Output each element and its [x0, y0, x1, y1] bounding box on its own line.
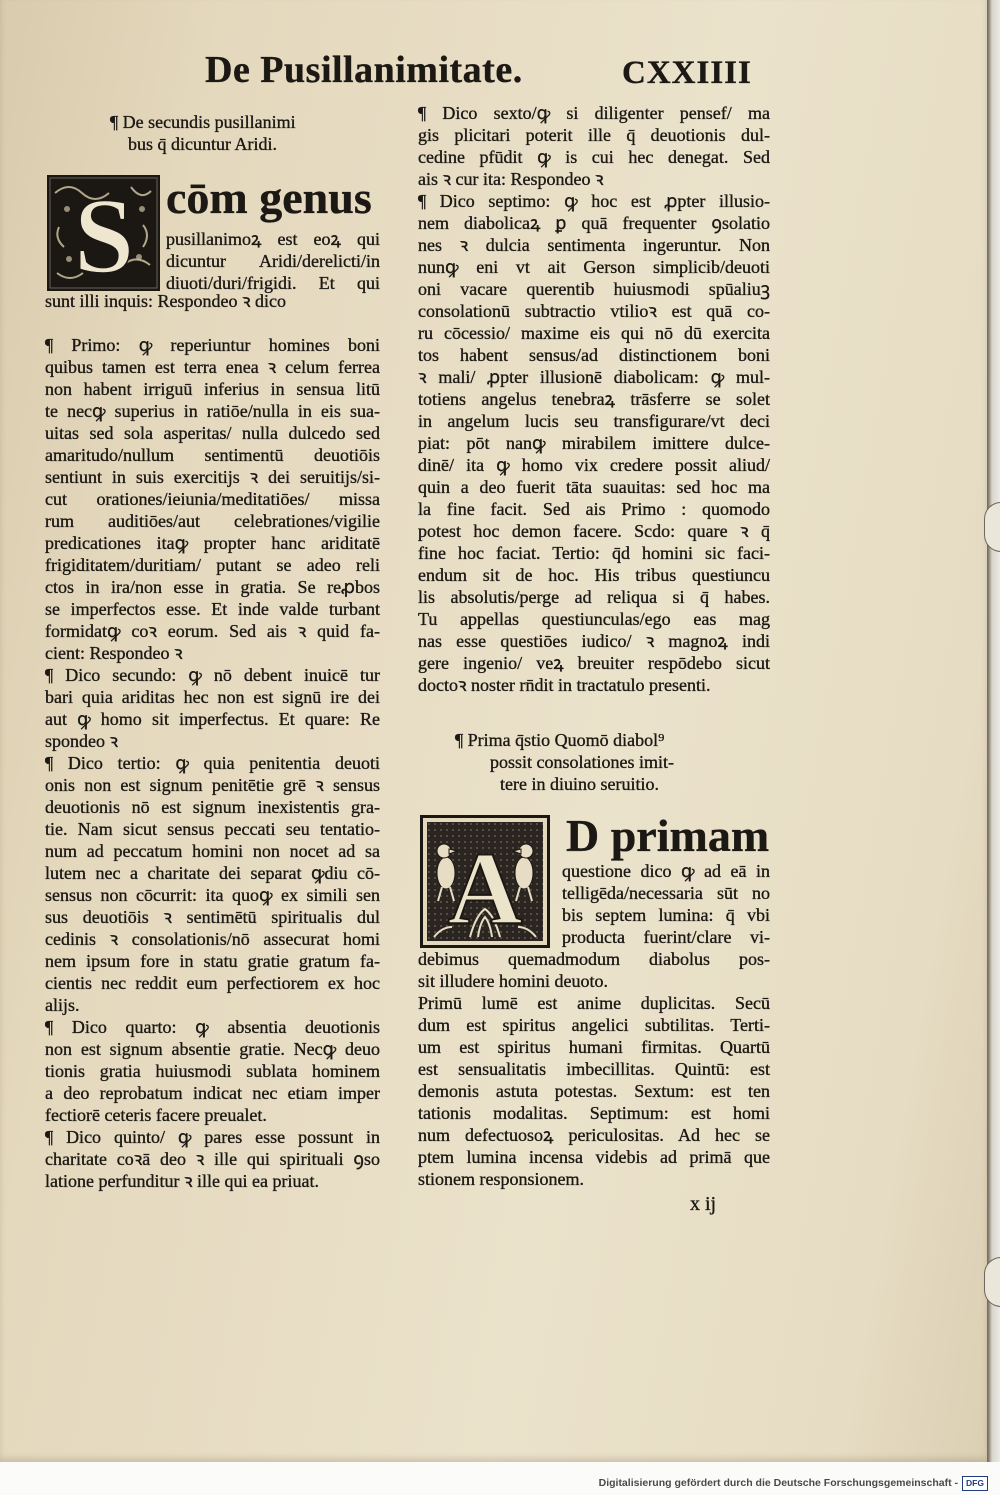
- edge-tab: [984, 1257, 1000, 1307]
- text-line: ptem lumina incensa videbis ad primā que: [418, 1147, 770, 1167]
- text-line: piat: pōt nanꝙ mirabilem imittere dulce-: [418, 433, 770, 453]
- decorated-initial-s: [47, 175, 160, 291]
- text-line: fine hoc faciat. Tertio: q̄d homini sic faci-: [418, 543, 770, 563]
- text-line: ¶ Primo: ꝙ reperiuntur homines boni: [45, 335, 380, 355]
- text-line: non est signum absentie gratie. Necꝙ deuo: [45, 1039, 380, 1059]
- text-line: pusillanimoꝝ est eoꝝ qui: [166, 229, 380, 249]
- text-line: sensus non cōcurrit: ita quoꝙ ex simili sen: [45, 885, 380, 905]
- left-column-body: [45, 334, 380, 1192]
- text-line: gere ingenio/ veꝝ breuiter respōdebo sicut: [418, 653, 770, 673]
- text-line: totiens angelus tenebraꝝ trāsferre se solet: [418, 389, 770, 409]
- text-line: ¶ Dico secundo: ꝙ nō debent inuicē tur: [45, 665, 380, 685]
- text-line: doctoꝛ noster rn̄dit in tractatulo presenti.: [418, 675, 711, 695]
- text-line: latione perfunditur ꝛ ille qui ea priuat.: [45, 1171, 319, 1191]
- initial-letter: S: [73, 177, 135, 291]
- paragraph: [418, 992, 770, 1190]
- text-line: ¶ Dico quinto/ ꝙ pares esse possunt in: [45, 1127, 380, 1147]
- text-line: ¶ Dico tertio: ꝙ quia penitentia deuoti: [45, 753, 380, 773]
- text-line: cedine pfūdit ꝙ is cui hec denegat. Sed: [418, 147, 770, 167]
- text-line: fectiorē ceteris facere preualet.: [45, 1105, 267, 1125]
- text-line: demonis astuta potestas. Sextum: est ten: [418, 1081, 770, 1101]
- text-line: rum auditiōes/aut celebrationes/vigilie: [45, 511, 380, 531]
- question-heading-line: ¶ Prima q̄stio Quomō diabol⁹: [455, 730, 665, 750]
- text-line: aut ꝙ homo sit imperfectus. Et quare: Re: [45, 709, 380, 729]
- text-line: nas esse questiōes iudico/ ꝛ magnoꝝ indi: [418, 631, 770, 651]
- text-line: predicationes itaꝙ propter hanc ariditatē: [45, 533, 380, 553]
- text-line: tie. Nam sicut sensus peccati seu tentatio-: [45, 819, 380, 839]
- text-line: non habent irriguū inferius in sensua litū: [45, 379, 380, 399]
- text-line: cientis nec reddit eum perfectiorem ex hoc: [45, 973, 380, 993]
- text-line: sentiunt in suis exercitijs ꝛ dei seruitijs/si-: [45, 467, 380, 487]
- text-line: gis plicitari poterit ille q̄ deuotionis dul-: [418, 125, 770, 145]
- text-line: te necꝙ superius in ratiōe/nulla in eis sua-: [45, 401, 380, 421]
- page-edge: [987, 0, 1000, 1462]
- paragraph: [45, 1016, 380, 1126]
- text-line: ꝛ mali/ ꝓpter illusionē diabolicam: ꝙ mul-: [418, 367, 770, 387]
- question-heading-line: possit consolationes imit-: [490, 752, 674, 772]
- text-line: formidatꝙ coꝛ eorum. Sed ais ꝛ quid fa-: [45, 621, 380, 641]
- dfg-logo: DFG: [962, 1476, 988, 1491]
- right-column-body: [418, 102, 770, 696]
- text-line: diuoti/duri/frigidi. Et qui: [166, 273, 380, 293]
- paragraph: [45, 752, 380, 1016]
- paragraph: [45, 664, 380, 752]
- text-line: bis septem lumina: q̄ vbi: [562, 905, 770, 925]
- text-line: sunt illi inquis: Respondeo ꝛ dico: [45, 291, 287, 311]
- section-heading-line: ¶ De secundis pusillanimi: [110, 112, 296, 132]
- text-line: sus deuotiōis ꝛ sentimētū spiritualis dul: [45, 907, 380, 927]
- text-line: quibus tamen est terra enea ꝛ celum ferrea: [45, 357, 380, 377]
- text-line: quin a deo fuerit tāta suauitas: sed hoc ma: [418, 477, 770, 497]
- text-line: charitate coꝛā deo ꝛ ille qui spirituali ꝯso: [45, 1149, 380, 1169]
- initial-letter: A: [447, 831, 523, 946]
- text-line: dum est spiritus angelici subtilitas. Terti-: [418, 1015, 770, 1035]
- text-line: ¶ Dico sexto/ꝙ si diligenter pensef/ ma: [418, 103, 770, 123]
- text-line: lis absolutis/perge ad reliqua si q̄ habes.: [418, 587, 770, 607]
- text-line: potest hoc demon facere. Scdo: quare ꝛ q̄: [418, 521, 770, 541]
- paragraph: [45, 1126, 380, 1192]
- text-line: dicuntur Aridi/derelicti/in: [166, 251, 380, 271]
- text-line: Primū lumē est anime duplicitas. Secū: [418, 993, 770, 1013]
- text-line: num ad peccatum homini non nocet ad sa: [45, 841, 380, 861]
- text-line: oni vacare querentib huiusmodi spūaliuꝫ: [418, 279, 770, 299]
- text-line: cedinis ꝛ consolationis/nō assecurat homi: [45, 929, 380, 949]
- text-line: nem ipsum fore in statu gratie gratum fa-: [45, 951, 380, 971]
- text-line: deuotionis nō est signum inexistentis gra-: [45, 797, 380, 817]
- text-line: nem diabolicaꝝ ꝑ quā frequenter ꝯsolatio: [418, 213, 770, 233]
- text-line: se imperfectos esse. Et inde valde turbant: [45, 599, 380, 619]
- text-line: tionis gratia huiusmodi sublata hominem: [45, 1061, 380, 1081]
- beside-initial-block: [562, 860, 770, 948]
- paragraph: [418, 948, 770, 992]
- signature-mark: x ij: [690, 1193, 717, 1215]
- text-line: cient: Respondeo ꝛ: [45, 643, 183, 663]
- text-line: amaritudo/nullum sentimentū deuotiōis: [45, 445, 380, 465]
- text-line: debimus quemadmodum diabolus pos-: [418, 949, 770, 969]
- text-line: um est spiritus humani firmitas. Quartū: [418, 1037, 770, 1057]
- text-line: frigiditatem/duritiam/ putant se adeo reli: [45, 555, 380, 575]
- paragraph: [45, 290, 380, 312]
- answer-body: [418, 948, 770, 1190]
- text-line: cut orationes/ieiunia/meditatiōes/ missa: [45, 489, 380, 509]
- text-line: producta fuerint/clare vi-: [562, 927, 770, 947]
- text-line: stionem responsionem.: [418, 1169, 584, 1189]
- funding-credit: Digitalisierung gefördert durch die Deutsche Forschungsgemeinschaft -: [598, 1477, 958, 1489]
- text-line: spondeo ꝛ: [45, 731, 119, 751]
- text-line: alijs.: [45, 995, 80, 1015]
- text-line: in angelum lucis seu transfigurare/vt deci: [418, 411, 770, 431]
- text-line: Tu appellas questiunculas/ego eas mag: [418, 609, 770, 629]
- initial-word: cōm genus: [166, 172, 372, 223]
- text-line: nes ꝛ dulcia sentimenta ingeruntur. Non: [418, 235, 770, 255]
- text-line: tos habent sensus/ad distinctionem boni: [418, 345, 770, 365]
- text-line: ¶ Dico septimo: ꝙ hoc est ꝓpter illusio-: [418, 191, 770, 211]
- section-heading-line: bus q̄ dicuntur Aridi.: [128, 134, 277, 154]
- text-line: num defectuosoꝝ periculositas. Ad hec se: [418, 1125, 770, 1145]
- text-line: la fine facit. Sed ais Primo : quomodo: [418, 499, 770, 519]
- beside-initial-lines: [562, 860, 770, 948]
- text-line: dinē/ ita ꝙ homo vix credere possit aliud/: [418, 455, 770, 475]
- text-line: ais ꝛ cur ita: Respondeo ꝛ: [418, 169, 604, 189]
- text-line: telligēda/necessaria sūt no: [562, 883, 770, 903]
- text-line: lutem nec a charitate dei separat ꝙdiu cō-: [45, 863, 380, 883]
- running-head: De Pusillanimitate.: [205, 49, 523, 91]
- text-line: sit illudere homini deuoto.: [418, 971, 608, 991]
- decorated-initial-a: [420, 815, 550, 948]
- text-line: est sensualitatis imbecillitas. Quintū: est: [418, 1059, 770, 1079]
- folio-number: CXXIIII: [622, 55, 752, 91]
- text-line: ru cōcessio/ maxime eis qui nō dū exercita: [418, 323, 770, 343]
- text-line: questione dico ꝙ ad eā in: [562, 861, 770, 881]
- text-line: uitas sed sola asperitas/ nulla dulcedo sed: [45, 423, 380, 443]
- text-line: consolationū subtractio vtilioꝛ est quā co-: [418, 301, 770, 321]
- paragraph: [418, 190, 770, 696]
- edge-tab: [984, 502, 1000, 552]
- text-line: nunꝙ eni vt ait Gerson simplicib/deuoti: [418, 257, 770, 277]
- text-line: onis non est signum penitētie grē ꝛ sensus: [45, 775, 380, 795]
- text-line: endum sit de hoc. His tribus questiuncu: [418, 565, 770, 585]
- paragraph: [45, 334, 380, 664]
- text-line: ¶ Dico quarto: ꝙ absentia deuotionis: [45, 1017, 380, 1037]
- beside-initial-block: [166, 228, 380, 294]
- text-line: tationis modalitas. Septimum: est homi: [418, 1103, 770, 1123]
- text-line: ctos in ira/non esse in gratia. Se reꝓbos: [45, 577, 380, 597]
- text-line: bari quia ariditas hec non est signū ire dei: [45, 687, 380, 707]
- initial-word: D primam: [566, 810, 770, 861]
- opening-paragraph-end: [45, 290, 380, 312]
- paragraph: [418, 102, 770, 190]
- text-line: a deo reprobatum indicat nec etiam imper: [45, 1083, 380, 1103]
- beside-initial-lines: [166, 228, 380, 294]
- question-heading-line: tere in diuino seruitio.: [500, 774, 659, 794]
